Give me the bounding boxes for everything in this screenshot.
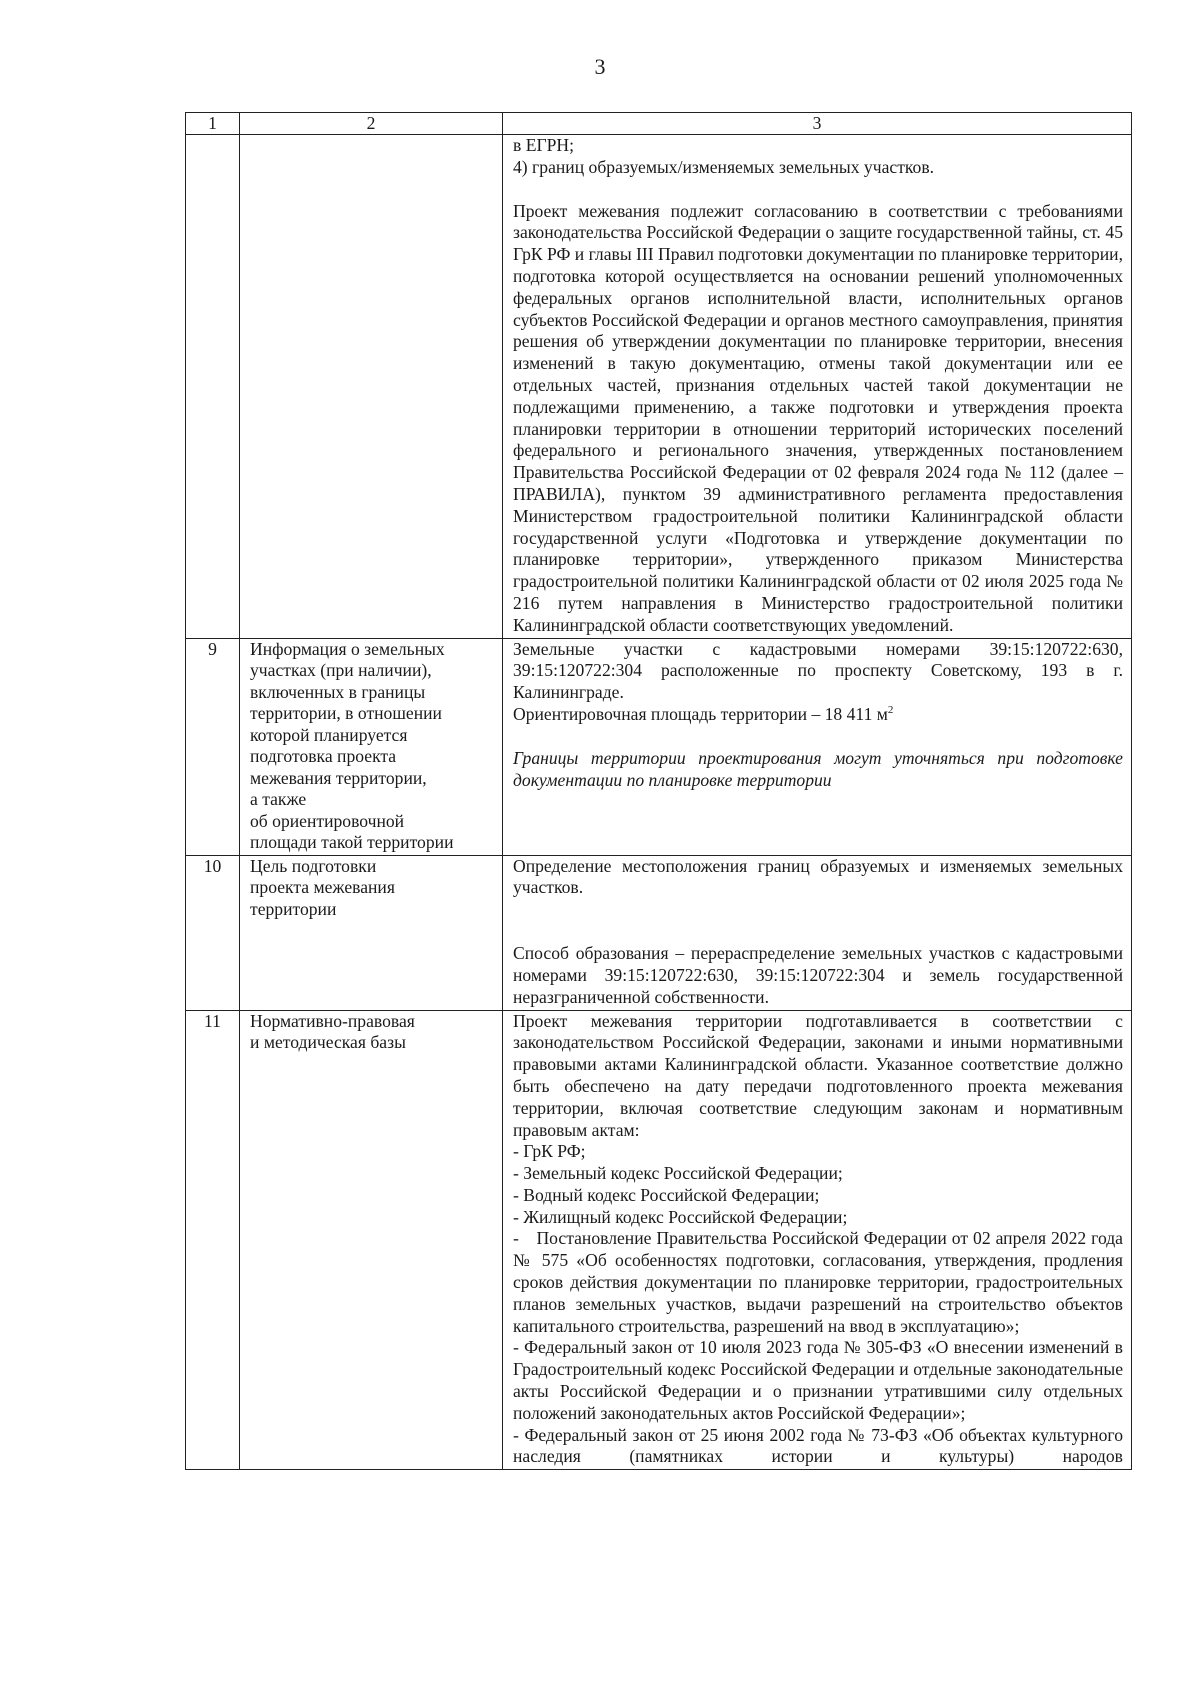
header-col-2: 2: [240, 113, 503, 135]
label-line: подготовка проекта: [250, 746, 397, 767]
content-line: в ЕГРН;: [513, 135, 575, 155]
header-col-3: 3: [503, 113, 1132, 135]
law-73: - Федеральный закон от 25 июня 2002 года № 73-ФЗ «Об объектах культурного наследия (памятниках истории и культуры) народов: [513, 1424, 1123, 1467]
list-item: - ГрК РФ;: [513, 1141, 586, 1162]
row-number: 10: [186, 855, 240, 1010]
row-content: [503, 1010, 1132, 1470]
table-row-11: [186, 1010, 1132, 1470]
row-content: [503, 638, 1132, 855]
label-line: а также: [250, 789, 307, 810]
label-line: Нормативно-правовая: [250, 1010, 415, 1031]
list-item: - Жилищный кодекс Российской Федерации;: [513, 1206, 848, 1227]
label-line: территории: [250, 898, 337, 919]
table-header-row: [186, 113, 1132, 135]
page-number: 3: [594, 54, 606, 79]
row-content-continuation: [503, 135, 1132, 639]
list-item: - Водный кодекс Российской Федерации;: [513, 1184, 820, 1205]
law-305: - Федеральный закон от 10 июля 2023 года № 305-ФЗ «О внесении изменений в Градостроительный кодекс Российской Федерации и отдельные законодательные акты Российской Федерации и о признании утратившими силу отдельных положений законодательных актов Российской Федерации»;: [513, 1337, 1123, 1423]
label-line: и методическая базы: [250, 1032, 406, 1053]
label-line: межевания территории,: [250, 767, 427, 788]
goal-text: Определение местоположения границ образуемых и изменяемых земельных участков.: [513, 855, 1123, 898]
row-number-empty: [186, 135, 240, 639]
legal-list: [513, 1141, 1123, 1228]
table-row-9: [186, 638, 1132, 855]
table-row-continuation: [186, 135, 1132, 639]
row-label: [240, 638, 503, 855]
decree-575: - Постановление Правительства Российской Федерации от 02 апреля 2022 года № 575 «Об особенностях подготовки, согласования, утверждения, продления сроков действия документации по планировке территории, градостроительных планов земельных участков, выдачи разрешений на строительство объектов капитального строительства, разрешений на ввод в эксплуатацию»;: [513, 1228, 1123, 1336]
boundary-note: Границы территории проектирования могут уточняться при подготовке документации по планировке территории: [513, 747, 1123, 790]
label-line: территории, в отношении: [250, 703, 442, 724]
label-line: Информация о земельных: [250, 638, 445, 659]
label-line: которой планируется: [250, 724, 408, 745]
terms-table: [185, 112, 1132, 1470]
area-text: Ориентировочная площадь территории – 18 411 $м^2$: [513, 703, 894, 724]
approval-paragraph: Проект межевания подлежит согласованию в соответствии с требованиями законодательства Российской Федерации о защите государственной тайны, ст. 45 ГрК РФ и главы III Правил подготовки документации по планировке территории, подготовка которой осуществляется на основании решений уполномоченных федеральных органов исполнительной власти, исполнительных органов субъектов Российской Федерации и органов местного самоуправления, принятия решения об утверждении документации по планировке территории, внесения изменений в такую документацию, отмены такой документации или ее отдельных частей, признания отдельных частей такой документации не подлежащими применению, а также подготовки и утверждения проекта планировки территории в отношении территорий исторических поселений федерального и регионального значения, утвержденных постановлением Правительства Российской Федерации от 02 февраля 2024 года № 112 (далее – ПРАВИЛА), пунктом 39 административного регламента предоставления Министерством градостроительной политики Калининградской области государственной услуги «Подготовка и утверждение документации по планировке территории», утвержденного приказом Министерства градостроительной политики Калининградской области от 02 июля 2025 года № 216 путем направления в Министерство градостроительной политики Калининградской области соответствующих уведомлений.: [513, 200, 1123, 635]
label-line: площади такой территории: [250, 832, 454, 853]
content-line: 4) границ образуемых/изменяемых земельных участков.: [513, 156, 935, 177]
land-plots-text: Земельные участки с кадастровыми номерами 39:15:120722:630, 39:15:120722:304 расположенные по проспекту Советскому, 193 в г. Калининграде.: [513, 638, 1123, 703]
row-number: 11: [186, 1010, 240, 1470]
row-content: [503, 855, 1132, 1010]
row-label: [240, 855, 503, 1010]
row-label: [240, 1010, 503, 1470]
table-row-10: [186, 855, 1132, 1010]
legal-intro: Проект межевания территории подготавливается в соответствии с законодательством Российской Федерации, законами и иными нормативными правовыми актами Калининградской области. Указанное соответствие должно быть обеспечено на дату передачи подготовленного проекта межевания территории, включая соответствие следующим законам и нормативным правовым актам:: [513, 1010, 1123, 1140]
method-text: Способ образования – перераспределение земельных участков с кадастровыми номерами 39:15:120722:630, 39:15:120722:304 и земель государственной неразграниченной собственности.: [513, 943, 1123, 1007]
list-item: - Земельный кодекс Российской Федерации;: [513, 1163, 843, 1184]
label-line: об ориентировочной: [250, 810, 405, 831]
row-label-empty: [240, 135, 503, 639]
label-line: Цель подготовки: [250, 855, 377, 876]
label-line: включенных в границы: [250, 681, 426, 702]
label-line: проекта межевания: [250, 877, 395, 898]
label-line: участках (при наличии),: [250, 660, 432, 681]
header-col-1: 1: [186, 113, 240, 135]
row-number: 9: [186, 638, 240, 855]
